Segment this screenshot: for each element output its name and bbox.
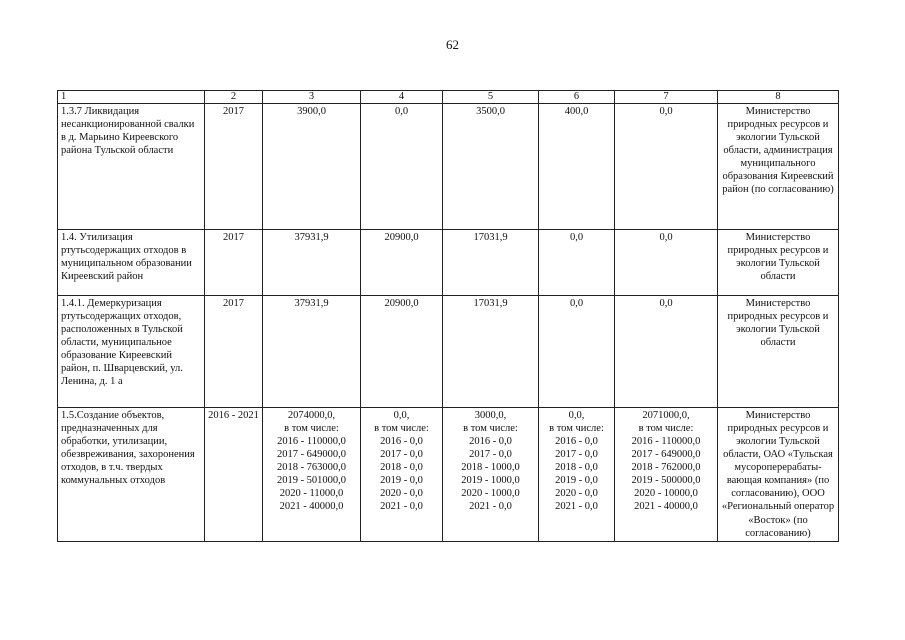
funding-value: в том числе: [638,422,694,434]
funding-value: в том числе: [374,422,429,434]
funding-value: 2021 - 0,0 [555,501,598,513]
funding-cell [361,295,443,407]
funding-value: 2021 - 0,0 [469,501,512,513]
table-row [58,103,839,229]
funding-value: 2016 - 0,0 [380,435,423,447]
funding-value: 20900,0 [384,231,419,243]
funding-value: в том числе: [549,422,604,434]
funding-cell [443,103,539,229]
funding-value: 2021 - 40000,0 [634,501,698,513]
funding-value: 2020 - 1000,0 [461,488,520,500]
funding-cell [443,407,539,541]
funding-value: 2018 - 762000,0 [631,462,701,474]
program-table [57,90,839,542]
year-cell: 2017 [205,295,263,407]
funding-value: 2071000,0, [642,409,690,421]
funding-cell [539,407,615,541]
funding-value: 2021 - 40000,0 [279,501,344,513]
measure-name-cell: 1.4. Утилизация ртутьсодержащих отходов в муниципальном образовании Киреевский район [58,229,205,295]
funding-value: в том числе: [284,422,339,434]
year-cell: 2017 [205,103,263,229]
funding-value: 2020 - 0,0 [380,488,423,500]
funding-value: 0,0 [659,231,673,243]
funding-value: 20900,0 [384,297,419,309]
funding-value: 0,0 [569,231,584,243]
column-header: 2 [205,91,263,104]
funding-cell [539,103,615,229]
funding-value: 2074000,0, [287,409,336,421]
responsible-cell: Министерство природных ресурсов и экологии Тульской области, ОАО «Тульская мусороперерабаты-вающая компания» (по согласованию), ООО «Региональный оператор «Восток» (по согласованию) [718,407,839,541]
funding-value: 2021 - 0,0 [380,501,423,513]
funding-value: 2016 - 110000,0 [277,435,346,447]
funding-cell [443,295,539,407]
funding-value: 2019 - 0,0 [555,475,598,487]
responsible-cell: Министерство природных ресурсов и экологии Тульской области [718,229,839,295]
funding-cell [615,295,718,407]
funding-value: 37931,9 [294,297,329,309]
table-row [58,407,839,541]
funding-cell [615,103,718,229]
column-header: 7 [615,91,718,104]
column-header: 6 [539,91,615,104]
table-row [58,229,839,295]
funding-cell [263,407,361,541]
funding-value: 400,0 [564,105,589,117]
funding-cell [615,407,718,541]
funding-value: 2016 - 110000,0 [631,435,701,447]
measure-name-cell: 1.3.7 Ликвидация несанкционированной свалки в д. Марьино Киреевского района Тульской области [58,103,205,229]
funding-value: 2018 - 763000,0 [276,462,347,474]
responsible-cell: Министерство природных ресурсов и экологии Тульской области, администрация муниципального образования Киреевский район (по согласованию) [718,103,839,229]
funding-value: 2017 - 649000,0 [276,448,347,460]
funding-cell [539,229,615,295]
funding-value: 2017 - 0,0 [555,448,598,460]
column-header: 8 [718,91,839,104]
column-header: 3 [263,91,361,104]
funding-value: 3900,0 [297,105,326,117]
funding-value: 17031,9 [473,297,508,309]
table-header-row [58,91,839,104]
year-cell: 2017 [205,229,263,295]
funding-value: 2019 - 501000,0 [276,475,347,487]
funding-value: 2018 - 0,0 [380,462,423,474]
funding-cell [263,295,361,407]
funding-value: 0,0, [568,409,585,421]
funding-cell [361,229,443,295]
funding-value: в том числе: [463,422,518,434]
funding-value: 0,0, [393,409,410,421]
funding-value: 2016 - 0,0 [469,435,512,447]
responsible-cell: Министерство природных ресурсов и экологии Тульской области [718,295,839,407]
year-cell: 2016 - 2021 [205,407,263,541]
funding-value: 3000,0, [474,409,507,421]
funding-value: 17031,9 [473,231,508,243]
funding-value: 2020 - 0,0 [555,488,598,500]
funding-value: 3500,0 [476,105,505,117]
page-number: 62 [446,37,459,52]
column-header: 4 [361,91,443,104]
funding-value: 2020 - 10000,0 [634,488,698,500]
funding-cell [361,103,443,229]
funding-value: 0,0 [394,105,409,117]
funding-cell [539,295,615,407]
measure-name-cell: 1.4.1. Демеркуризация ртутьсодержащих отходов, расположенных в Тульской области, муниципальное образование Киреевский район, п. Шварцевский, ул. Ленина, д. 1 а [58,295,205,407]
funding-cell [615,229,718,295]
funding-cell [263,103,361,229]
funding-value: 0,0 [659,297,673,309]
funding-value: 2020 - 11000,0 [279,488,344,500]
funding-value: 2019 - 1000,0 [461,475,520,487]
funding-value: 2018 - 1000,0 [461,462,520,474]
column-header: 1 [58,91,205,104]
funding-value: 2017 - 0,0 [469,448,512,460]
funding-value: 0,0 [569,297,584,309]
table-row [58,295,839,407]
table-body [58,103,839,541]
funding-value: 37931,9 [294,231,329,243]
funding-value: 2018 - 0,0 [555,462,598,474]
funding-cell [443,229,539,295]
funding-cell [263,229,361,295]
funding-cell [361,407,443,541]
funding-value: 2017 - 0,0 [380,448,423,460]
funding-value: 2019 - 0,0 [380,475,423,487]
funding-value: 2019 - 500000,0 [631,475,701,487]
column-header: 5 [443,91,539,104]
funding-value: 0,0 [659,105,673,117]
measure-name-cell: 1.5.Создание объектов, предназначенных для обработки, утилизации, обезвреживания, захоронения отходов, в т.ч. твердых коммунальных отходов [58,407,205,541]
funding-value: 2016 - 0,0 [555,435,598,447]
funding-value: 2017 - 649000,0 [631,448,701,460]
